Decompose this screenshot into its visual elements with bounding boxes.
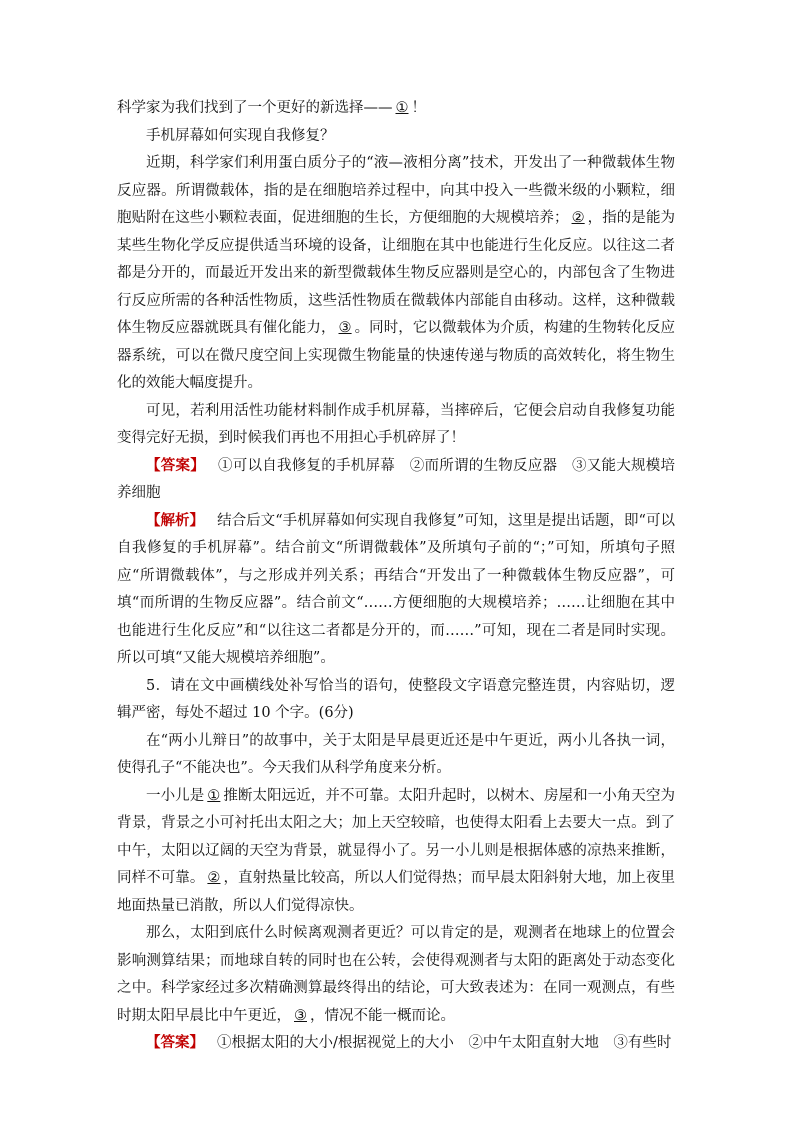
paragraph-story: 在“两小儿辩日”的故事中，关于太阳是早晨更近还是中午更近，两小儿各执一词，使得孔子“不能决也”。今天我们从科学角度来分析。	[117, 732, 675, 776]
text: 近期，科学家们利用蛋白质分子的“液—液相分离”技术，开发出了一种微载体生物反应器。所谓微载体，指的是在细胞培养过程中，向其中投入一些微米级的小颗粒，细胞贴附在这些小颗粒表面，促进细胞的生长，方便细胞的大规模培养；	[117, 155, 675, 226]
fill-blank: ②	[207, 870, 221, 886]
text: 一小儿是	[146, 787, 205, 804]
fill-blank: ①	[395, 100, 409, 116]
answer-block-1	[117, 453, 675, 508]
explanation-label: 【解析】	[146, 512, 205, 529]
text: ，直射热量比较高，所以人们觉得热；而早晨太阳斜射大地，加上夜里地面热量已消散，所以人们觉得凉快。	[117, 870, 676, 914]
paragraph-microcarrier	[117, 150, 675, 398]
paragraph-distance	[117, 920, 675, 1030]
paragraph-conclusion: 可见，若利用活性功能材料制作成手机屏幕，当摔碎后，它便会启动自我修复功能变得完好无损，到时候我们再也不用担心手机碎屏了！	[117, 402, 675, 446]
answer-label: 【答案】	[146, 1035, 204, 1051]
text: 那么，太阳到底什么时候离观测者更近？可以肯定的是，观测者在地球上的位置会影响测算结果；而地球自转的同时也在公转，会使得观测者与太阳的距离处于动态变化之中。科学家经过多次精确测算最终得出的结论，可大致表述为：在同一观测点，有些时期太阳早晨比中午更近，	[117, 925, 675, 1024]
fill-blank: ②	[571, 210, 585, 226]
fill-blank: ③	[294, 1007, 307, 1024]
answer-block-2	[117, 1030, 675, 1058]
paragraph-intro	[117, 95, 675, 123]
text: 推断太阳远近，并不可靠。太阳升起时，以树木、房屋和一小角天空为背景，背景之小可衬托出太阳之大；加上天空较暗，也使得太阳看上去要大一点。到了中午，太阳以辽阔的天空为背景，就显得小了。另一小儿则是根据体感的凉热来推断，同样不可靠。	[117, 787, 676, 886]
answer-label: 【答案】	[146, 457, 205, 474]
text: ，情况不能一概而论。	[310, 1007, 455, 1024]
text: 。同时，它以微载体为介质，构建的生物转化反应器系统，可以在微尺度空间上实现微生物能量的快速传递与物质的高效转化，将生物生化的效能大幅度提升。	[117, 320, 676, 391]
paragraph-analysis	[117, 783, 675, 921]
text: ！	[411, 100, 426, 116]
text: 科学家为我们找到了一个更好的新选择——	[117, 100, 393, 116]
answer-text: ①根据太阳的大小/根据视觉上的大小 ②中午太阳直射大地 ③有些时	[217, 1035, 672, 1051]
question-5: 5．请在文中画横线处补写恰当的语句，使整段文字语意完整连贯，内容贴切，逻辑严密，每处不超过 10 个字。(6分)	[117, 677, 675, 721]
fill-blank: ③	[338, 320, 352, 336]
explanation-text: 结合后文“手机屏幕如何实现自我修复”可知，这里是提出话题，即“可以自我修复的手机屏幕”。结合前文“所谓微载体”及所填句子前的“；”可知，所填句子照应“所谓微载体”，与之形成并列关系；再结合“开发出了一种微载体生物反应器”，可填“而所谓的生物反应器”。结合前文“……方便细胞的大规模培养；……让细胞在其中也能进行生化反应”和“以往这二者都是分开的，而……”可知，现在二者是同时实现。所以可填“又能大规模培养细胞”。	[117, 512, 675, 666]
explanation-block-1	[117, 508, 675, 673]
document-body	[117, 95, 675, 1058]
paragraph-heading-question: 手机屏幕如何实现自我修复？	[146, 127, 335, 144]
text: ，指的是能为某些生物化学反应提供适当环境的设备，让细胞在其中也能进行生化反应。以往这二者都是分开的，而最近开发出来的新型微载体生物反应器则是空心的，内部包含了生物进行反应所需的各种活性物质，这些活性物质在微载体内部能自由移动。这样，这种微载体生物反应器就既具有催化能力，	[117, 210, 676, 336]
answer-text: ①可以自我修复的手机屏幕 ②而所谓的生物反应器 ③又能大规模培养细胞	[117, 457, 676, 501]
fill-blank: ①	[207, 787, 221, 804]
